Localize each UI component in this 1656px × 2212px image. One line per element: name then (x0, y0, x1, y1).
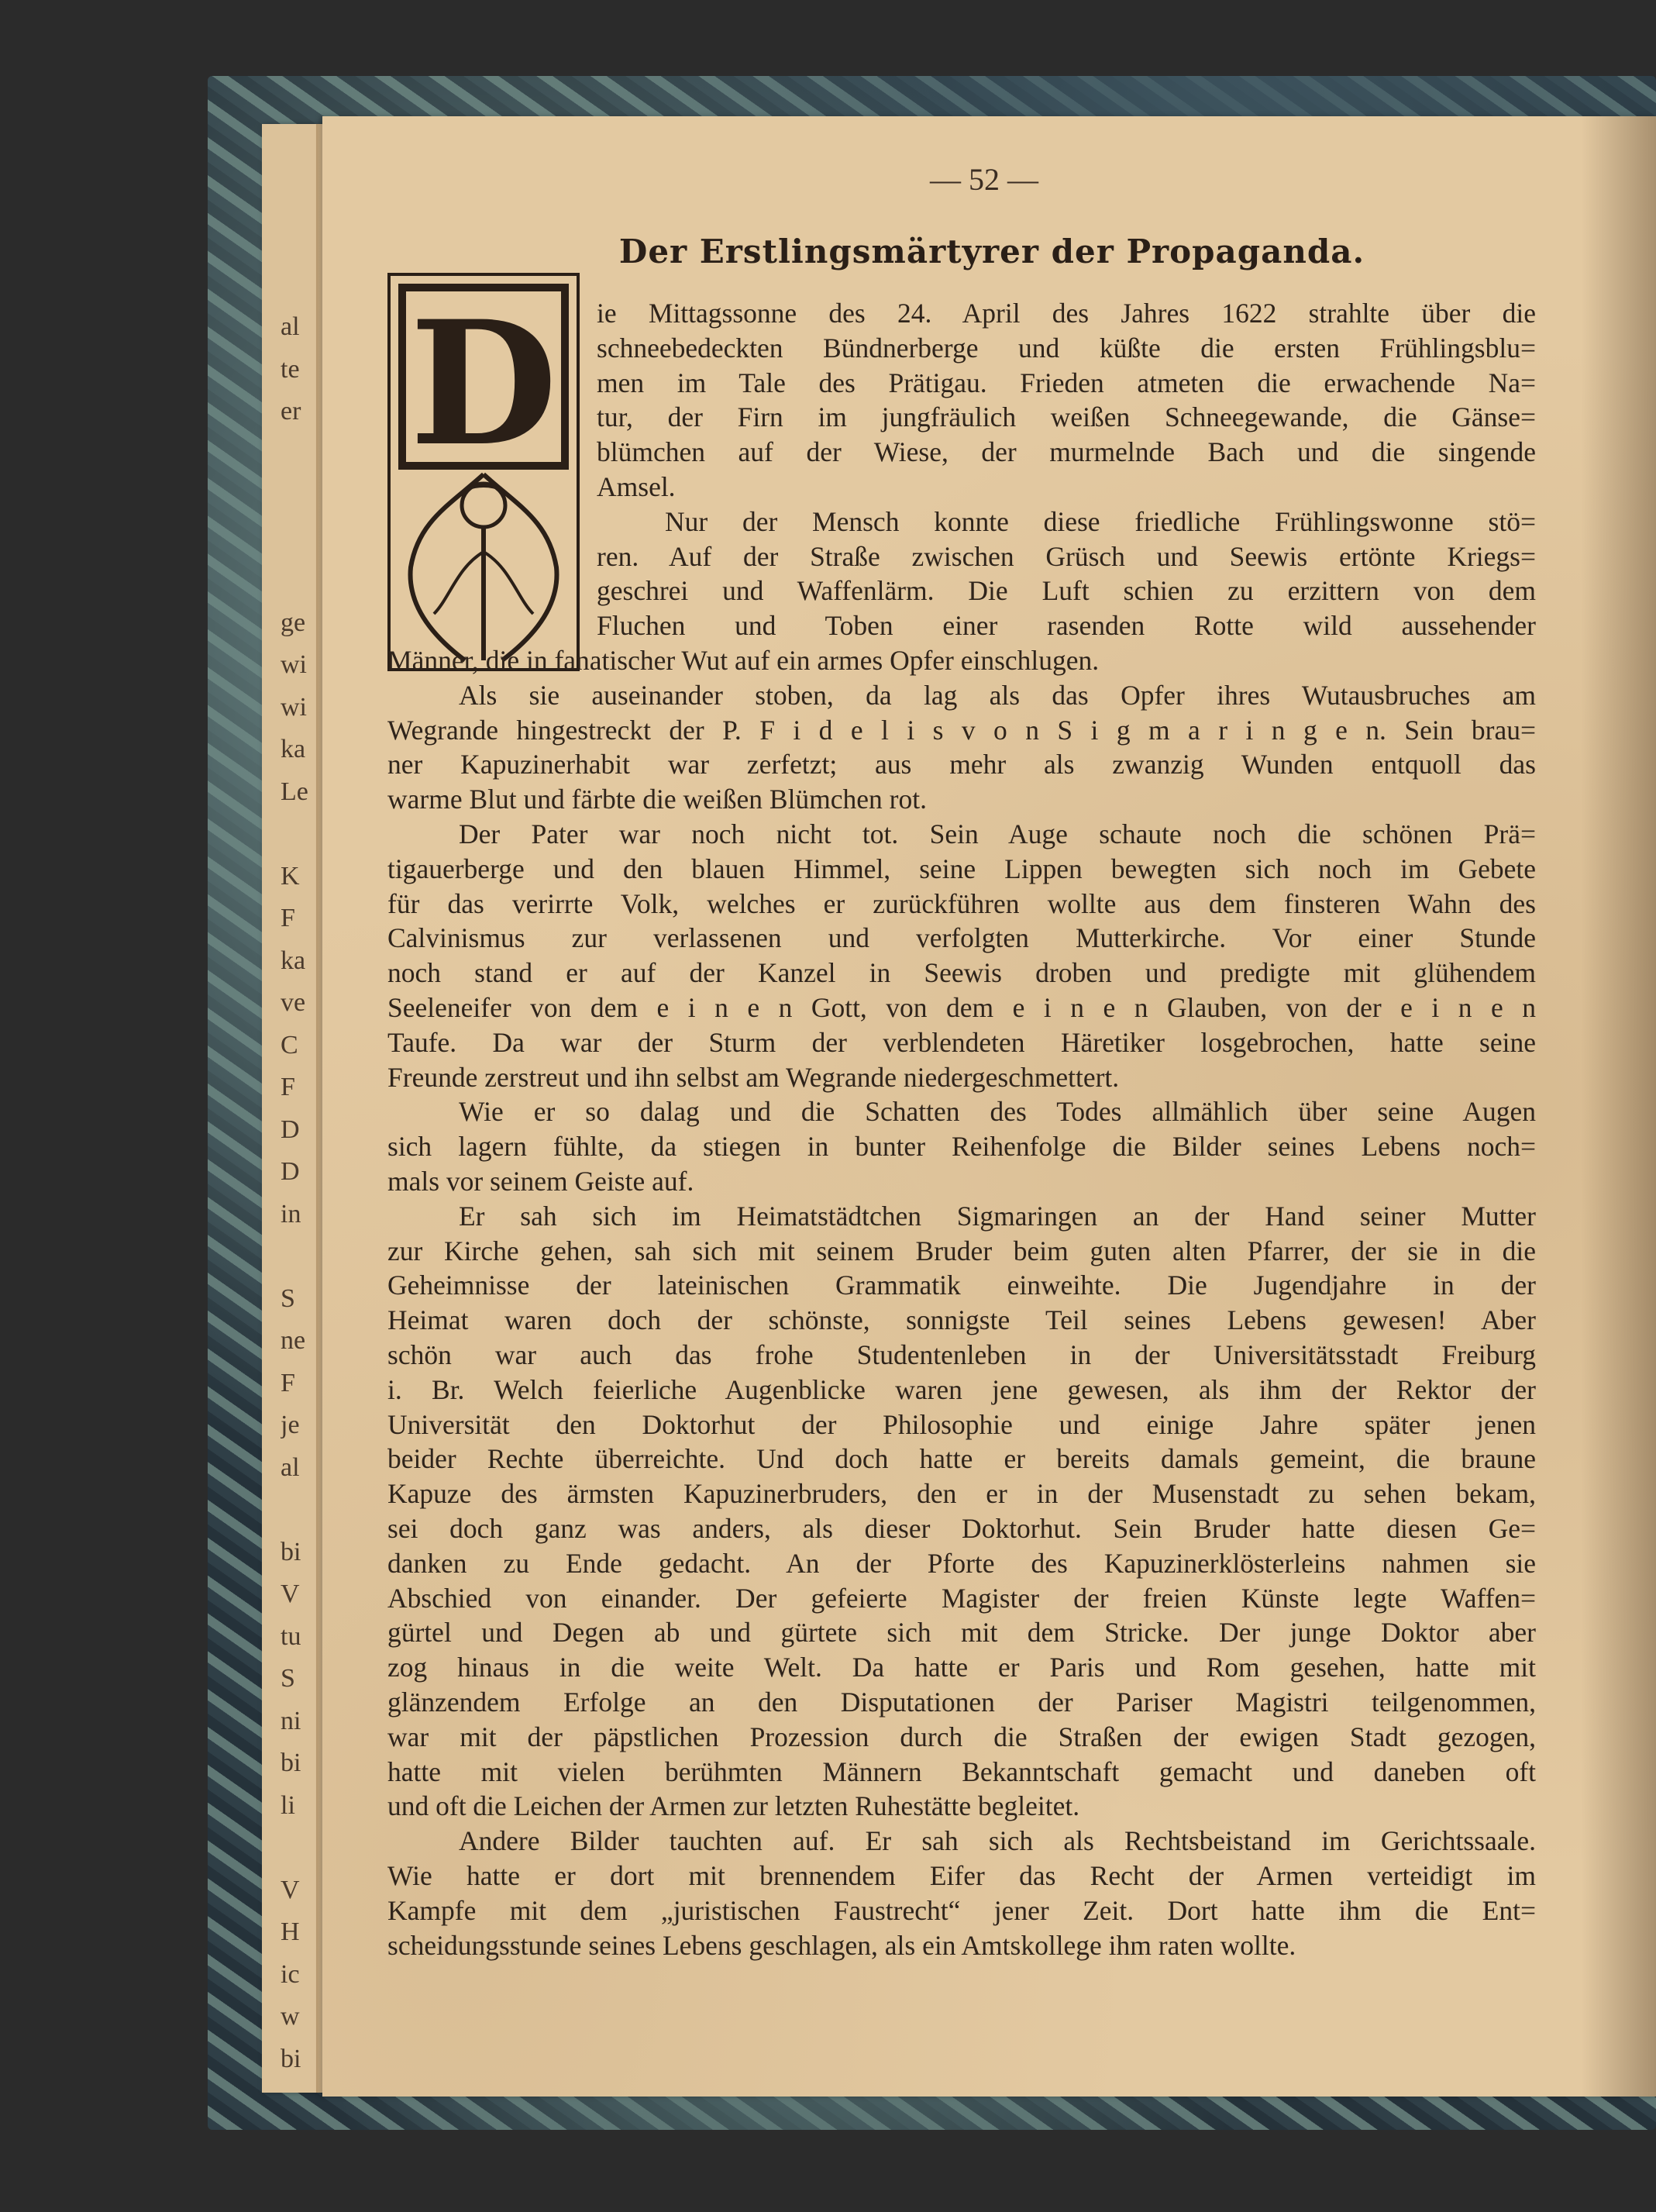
text-line: Taufe. Da war der Sturm der verblendeten Häretiker losgebrochen, hatte seine (387, 1026, 1536, 1058)
text-line: Abschied von einander. Der gefeierte Magister der freien Künste legte Waffen= (387, 1582, 1536, 1614)
text-line: tigauerberge und den blauen Himmel, seine Lippen bewegten sich noch im Gebete (387, 853, 1536, 884)
prev-page-fragment: bi (281, 1537, 301, 1566)
prev-page-fragment: S (281, 1664, 295, 1693)
text-line: beider Rechte überreichte. Und doch hatte er bereits damals gemeint, die braune (387, 1443, 1536, 1475)
text-line: und oft die Leichen der Armen zur letzten Ruhestätte begleitet. (387, 1790, 1080, 1822)
prev-page-fragment: bi (281, 2044, 301, 2073)
text-line: war mit der päpstlichen Prozession durch die Straßen der ewigen Stadt gezogen, (387, 1721, 1536, 1752)
prev-page-fragment: wi (281, 692, 307, 722)
prev-page-fragment: bi (281, 1749, 301, 1777)
ornamental-initial (387, 273, 580, 671)
text-line: schneebedeckten Bündnerberge und küßte die ersten Frühlingsblu= (597, 332, 1536, 363)
text-line: ie Mittagssonne des 24. April des Jahres 1622 strahlte über die (597, 298, 1536, 329)
text-line: zur Kirche gehen, sah sich mit seinem Bruder beim guten alten Pfarrer, der sie in die (387, 1235, 1536, 1266)
prev-page-fragment: in (281, 1199, 301, 1228)
text-line: i. Br. Welch feierliche Augenblicke waren jene gewesen, als ihm der Rektor der (387, 1373, 1536, 1405)
prev-page-fragment: ka (281, 946, 306, 975)
prev-page-fragment: D (281, 1157, 300, 1186)
prev-page-fragment: wi (281, 650, 307, 679)
text-line: Fluchen und Toben einer rasenden Rotte wild aussehender (597, 610, 1536, 642)
prev-page-fragment: D (281, 1115, 300, 1144)
text-line: warme Blut und färbte die weißen Blümchen rot. (387, 784, 927, 815)
text-line: Wie er so dalag und die Schatten des Todes allmählich über seine Augen (459, 1096, 1536, 1128)
page-title: Der Erstlingsmärtyrer der Propaganda. (618, 233, 1365, 270)
text-line: zog hinaus in die weite Welt. Da hatte er Paris und Rom gesehen, hatte mit (387, 1652, 1536, 1683)
ornamental-initial-d-icon (387, 273, 580, 671)
text-line: Seeleneifer von dem e i n e n Gott, von dem e i n e n Glauben, von der e i n e n (387, 992, 1536, 1023)
text-line: Calvinismus zur verlassenen und verfolgten Mutterkirche. Vor einer Stunde (387, 922, 1536, 954)
text-line: Andere Bilder tauchten auf. Er sah sich als Rechtsbeistand im Gerichtssaale. (459, 1825, 1536, 1857)
text-line: Kampfe mit dem „juristischen Faustrecht“ jener Zeit. Dort hatte ihm die Ent= (387, 1894, 1536, 1926)
text-line: Freunde zerstreut und ihn selbst am Wegrande niedergeschmettert. (387, 1061, 1120, 1093)
text-line: Nur der Mensch konnte diese friedliche Frühlingswonne stö= (665, 505, 1536, 537)
text-line: geschrei und Waffenlärm. Die Luft schien zu erzittern von dem (597, 575, 1536, 607)
prev-page-fragment: al (281, 312, 300, 341)
text-line: scheidungsstunde seines Lebens geschlagen, als ein Amtskollege ihm raten wollte. (387, 1929, 1296, 1961)
text-line: ner Kapuzinerhabit war zerfetzt; aus mehr als zwanzig Wunden entquoll das (387, 749, 1536, 780)
prev-page-fragment: F (281, 904, 295, 932)
text-line: men im Tale des Prätigau. Frieden atmeten die erwachende Na= (597, 367, 1536, 398)
text-line: Geheimnisse der lateinischen Grammatik einweihte. Die Jugendjahre in der (387, 1270, 1536, 1301)
text-line: Als sie auseinander stoben, da lag als das Opfer ihres Wutausbruches am (459, 679, 1536, 711)
gutter-shadow (1581, 116, 1656, 2097)
text-line: tur, der Firn im jungfräulich weißen Schneegewande, die Gänse= (597, 401, 1536, 433)
text-line: blümchen auf der Wiese, der murmelnde Bach und die singende (597, 436, 1536, 468)
prev-page-fragment: C (281, 1030, 298, 1059)
prev-page-fragment: w (281, 2002, 300, 2031)
text-line: Männer, die in fanatischer Wut auf ein armes Opfer einschlugen. (387, 645, 1100, 676)
prev-page-fragment: F (281, 1073, 295, 1101)
drop-cap-letter: D (409, 283, 558, 484)
prev-page-fragment: ka (281, 735, 306, 763)
page-number: — 52 — (930, 162, 1038, 197)
text-line: gürtel und Degen ab und gürtete sich mit dem Stricke. Der junge Doktor aber (387, 1617, 1536, 1649)
prev-page-fragment: tu (281, 1621, 301, 1651)
prev-page-fragment: li (281, 1790, 295, 1820)
text-line: danken zu Ende gedacht. An der Pforte des Kapuzinerklösterleins nahmen sie (387, 1547, 1536, 1579)
prev-page-fragment: F (281, 1368, 295, 1397)
text-line: schön war auch das frohe Studentenleben in der Universitätsstadt Freiburg (387, 1339, 1536, 1370)
text-line: Der Pater war noch nicht tot. Sein Auge schaute noch die schönen Prä= (459, 818, 1536, 849)
prev-page-fragment: te (281, 354, 300, 384)
prev-page-fragment: H (281, 1917, 300, 1946)
text-line: ren. Auf der Straße zwischen Grüsch und Seewis ertönte Kriegs= (597, 540, 1536, 572)
prev-page-fragment: ic (281, 1959, 300, 1989)
prev-page-fragment: S (281, 1283, 295, 1313)
prev-page-fragment: V (281, 1875, 300, 1904)
prev-page-fragment: ge (281, 608, 306, 637)
prev-page-fragment: ve (281, 988, 306, 1017)
prev-page-fragment: V (281, 1580, 300, 1608)
text-line: Universität den Doktorhut der Philosophie und einige Jahre später jenen (387, 1408, 1536, 1440)
text-line: glänzendem Erfolge an den Disputationen der Pariser Magistri teilgenommen, (387, 1687, 1536, 1718)
text-line: mals vor seinem Geiste auf. (387, 1166, 694, 1197)
text-line: noch stand er auf der Kanzel in Seewis droben und predigte mit glühendem (387, 957, 1536, 989)
prev-page-fragment: al (281, 1452, 300, 1482)
text-line: für das verirrte Volk, welches er zurückführen wollte aus dem finsteren Wahn des (387, 887, 1536, 919)
text-line: sich lagern fühlte, da stiegen in bunter Reihenfolge die Bilder seines Lebens noch= (387, 1131, 1536, 1163)
text-line: Kapuze des ärmsten Kapuzinerbruders, den er in der Musenstadt zu sehen bekam, (387, 1478, 1536, 1510)
text-line: Wie hatte er dort mit brennendem Eifer das Recht der Armen verteidigt im (387, 1860, 1536, 1891)
prev-page-fragment: er (281, 397, 301, 426)
text-line: Heimat waren doch der schönste, sonnigste Teil seines Lebens gewesen! Aber (387, 1304, 1536, 1336)
text-line: Wegrande hingestreckt der P. F i d e l i s v o n S i g m a r i n g e n. Sein brau= (387, 714, 1536, 746)
text-line: sei doch ganz was anders, als dieser Doktorhut. Sein Bruder hatte diesen Ge= (387, 1513, 1536, 1544)
prev-page-fragment: K (281, 861, 300, 891)
prev-page-fragment: ni (281, 1706, 301, 1735)
prev-page-fragment: Le (281, 777, 308, 806)
prev-page-fragment: je (281, 1411, 300, 1439)
text-line: Er sah sich im Heimatstädtchen Sigmaringen an der Hand seiner Mutter (459, 1200, 1536, 1232)
text-line: Amsel. (597, 471, 676, 502)
prev-page-fragment: ne (281, 1326, 306, 1355)
text-line: hatte mit vielen berühmten Männern Bekanntschaft gemacht und daneben oft (387, 1755, 1536, 1787)
